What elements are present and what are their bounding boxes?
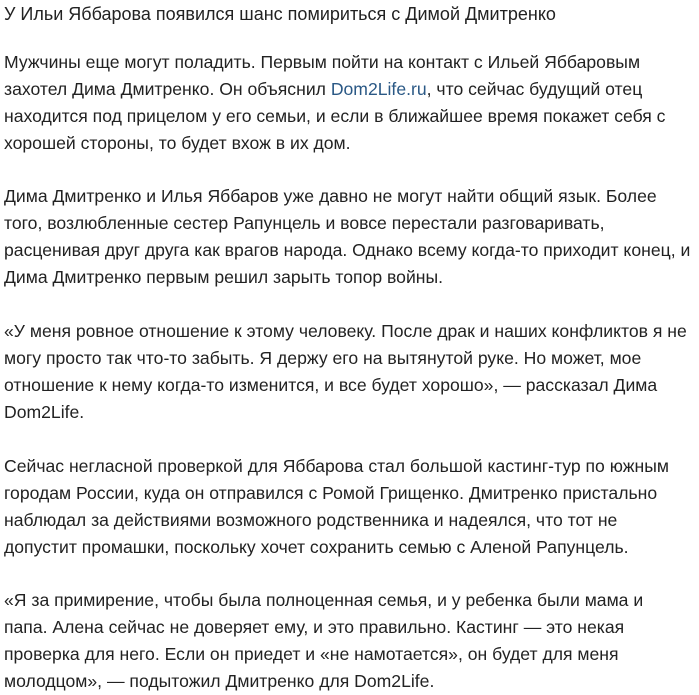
paragraph-1 <box>4 49 691 157</box>
article-title: У Ильи Яббарова появился шанс помириться с Димой Дмитренко <box>4 4 556 24</box>
dom2life-link[interactable]: Dom2Life.ru <box>330 79 427 99</box>
paragraph-1-text-start: Мужчины еще могут поладить. Первым пойти на контакт с Ильей Яббаровым захотел Дима Дмитренко. Он объяснил <box>4 52 641 99</box>
quote-paragraph-2: «Я за примирение, чтобы была полноценная семья, и у ребенка были мама и папа. Алена сейчас не доверяет ему, и это правильно. Кастинг — это некая проверка для него. Если он приедет и «не намотается», он будет для меня молодцом», — подытожил Дмитренко для Dom2Life. <box>4 590 644 691</box>
paragraph-4: Сейчас негласной проверкой для Яббарова стал большой кастинг-тур по южным городам России, куда он отправился с Ромой Грищенко. Дмитренко пристально наблюдал за действиями возможного родственника и надеялся, что тот не допустит промашки, поскольку хочет сохранить семью с Аленой Рапунцель. <box>4 456 669 557</box>
paragraph-1-text-end: , что сейчас будущий отец находится под прицелом у его семьи, и если в ближайшее время покажет себя с хорошей стороны, то будет вхож в их дом. <box>4 79 666 153</box>
quote-paragraph-1: «У меня ровное отношение к этому человеку. После драк и наших конфликтов я не могу просто так что-то забыть. Я держу его на вытянутой руке. Но может, мое отношение к нему когда-то изменится, и все будет хорошо», — рассказал Дима Dom2Life. <box>4 321 687 422</box>
paragraph-2: Дима Дмитренко и Илья Яббаров уже давно не могут найти общий язык. Более того, возлюбленные сестер Рапунцель и вовсе перестали разговаривать, расценивая друг друга как врагов народа. Однако всему когда-то приходит конец, и Дима Дмитренко первым решил зарыть топор войны. <box>4 186 691 287</box>
